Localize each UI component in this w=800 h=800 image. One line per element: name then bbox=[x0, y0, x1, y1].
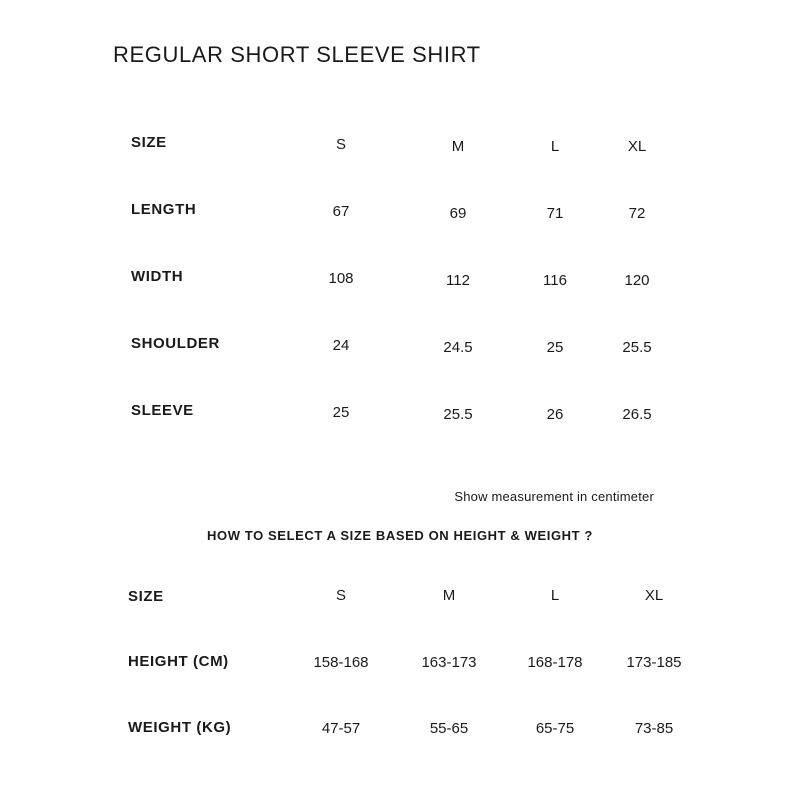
weight-xl: 73-85 bbox=[634, 720, 674, 737]
size-guide-heading: HOW TO SELECT A SIZE BASED ON HEIGHT & WEIGHT ? bbox=[207, 528, 593, 543]
row-label-sleeve: SLEEVE bbox=[131, 402, 194, 419]
row-label-height: HEIGHT (CM) bbox=[128, 653, 229, 670]
row-label-shoulder: SHOULDER bbox=[131, 335, 220, 352]
row-label-width: WIDTH bbox=[131, 268, 184, 285]
sleeve-xl: 26.5 bbox=[622, 406, 652, 423]
weight-s: 47-57 bbox=[321, 720, 361, 737]
height-s: 158-168 bbox=[313, 654, 369, 671]
sleeve-m: 25.5 bbox=[443, 406, 473, 423]
height-xl: 173-185 bbox=[626, 654, 682, 671]
guide-size-header-xl: XL bbox=[644, 587, 664, 604]
height-m: 163-173 bbox=[421, 654, 477, 671]
width-xl: 120 bbox=[624, 272, 650, 289]
width-m: 112 bbox=[446, 272, 470, 289]
weight-m: 55-65 bbox=[429, 720, 469, 737]
shoulder-m: 24.5 bbox=[443, 339, 473, 356]
row-label-length: LENGTH bbox=[131, 201, 197, 218]
guide-size-header-s: S bbox=[335, 587, 347, 604]
size-header-s: S bbox=[335, 136, 347, 153]
width-s: 108 bbox=[328, 270, 354, 287]
length-l: 71 bbox=[546, 205, 564, 222]
length-xl: 72 bbox=[628, 205, 646, 222]
size-header-xl: XL bbox=[627, 138, 647, 155]
length-m: 69 bbox=[449, 205, 467, 222]
size-header-l: L bbox=[550, 138, 560, 155]
sleeve-s: 25 bbox=[332, 404, 350, 421]
size-header-label: SIZE bbox=[131, 134, 167, 151]
size-header-m: M bbox=[451, 138, 465, 155]
length-s: 67 bbox=[332, 203, 350, 220]
row-label-weight: WEIGHT (KG) bbox=[128, 719, 232, 736]
sleeve-l: 26 bbox=[546, 406, 564, 423]
guide-size-header-l: L bbox=[550, 587, 560, 604]
page-title: REGULAR SHORT SLEEVE SHIRT bbox=[113, 42, 481, 67]
width-l: 116 bbox=[543, 272, 567, 289]
weight-l: 65-75 bbox=[535, 720, 575, 737]
shoulder-l: 25 bbox=[546, 339, 564, 356]
guide-size-header-m: M bbox=[442, 587, 456, 604]
shoulder-xl: 25.5 bbox=[622, 339, 652, 356]
shoulder-s: 24 bbox=[332, 337, 350, 354]
guide-size-header-label: SIZE bbox=[128, 588, 164, 605]
height-l: 168-178 bbox=[527, 654, 583, 671]
unit-note: Show measurement in centimeter bbox=[454, 489, 654, 504]
